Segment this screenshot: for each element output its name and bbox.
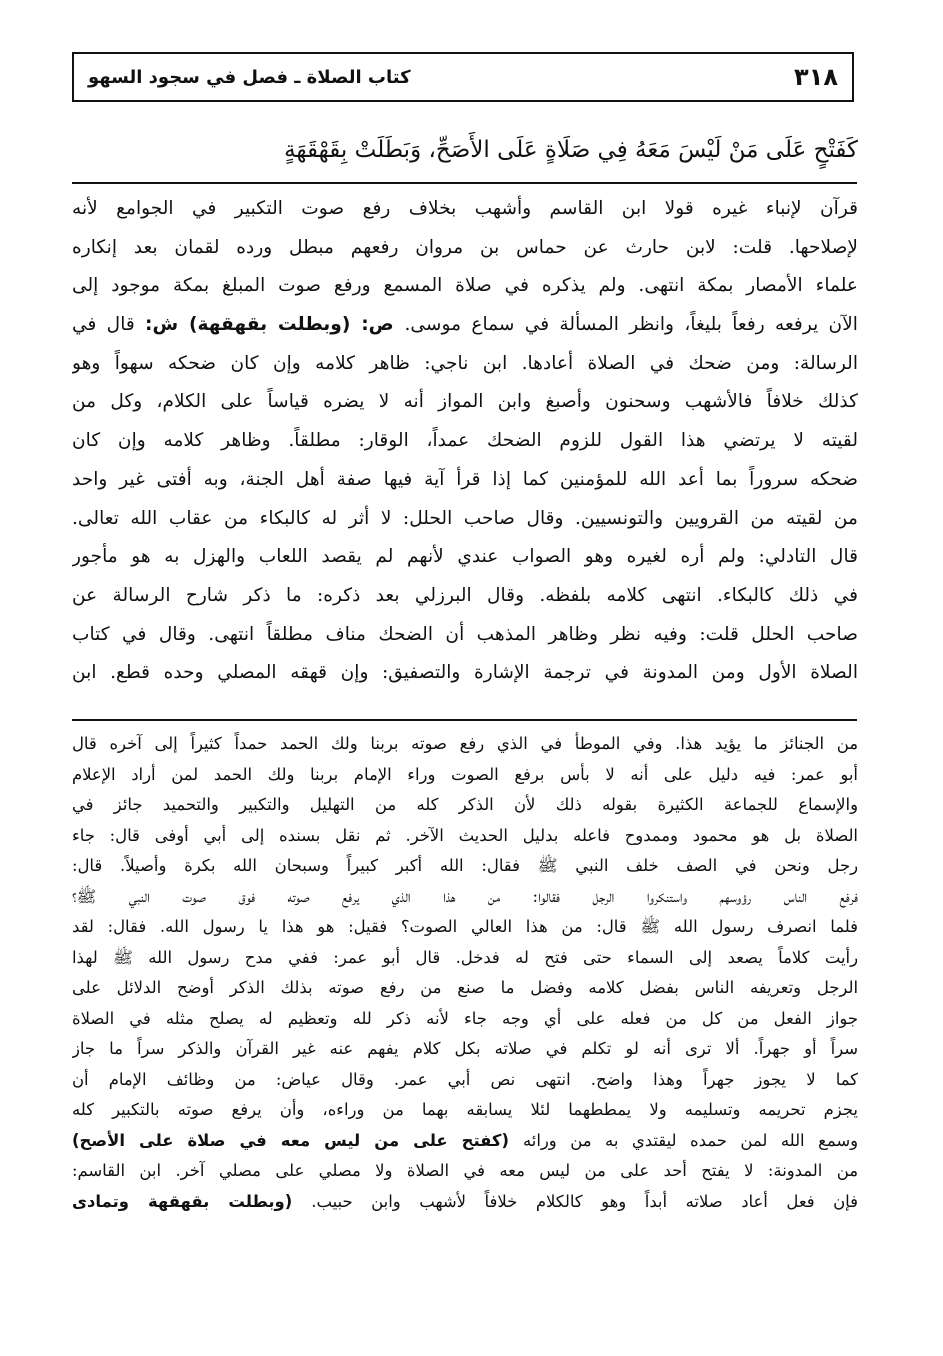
note-line: رأيت كلاماً يصعد إلى السماء حتى فتح له فدخل. قال أبو عمر: ففي مدح رسول الله ﷺ لهذا [72, 947, 858, 967]
lower-commentary [72, 729, 858, 1217]
book-page [72, 52, 858, 1322]
note-line: فلما انصرف رسول الله ﷺ قال: من هذا العالي الصوت؟ فقيل: هو هذا يا رسول الله. فقال: لقد [72, 917, 858, 936]
text-line: لقيته لا يرتضي هذا القول للزوم الضحك عمداً، الوقار: مطلقاً. وظاهر كلامه وإن كان [72, 430, 858, 452]
page-number: ٣١٨ [794, 63, 838, 91]
note-line: فإن فعل أعاد صلاته أبداً وهو كالكلام خلافاً لأشهب وابن حبيب. (وبطلت بقهقهة وتمادى [72, 1191, 858, 1211]
text-line: الآن يرفعه رفعاً بليغاً، وانظر المسألة في سماع موسى. ص: (وبطلت بقهقهة) ش: قال في [72, 314, 858, 336]
note-line: سراً أو جهراً. ألا ترى أنه لو تكلم في صلاته بكل كلام يفهم عنه غير القرآن والذكر سراً ما جاز [72, 1039, 858, 1058]
bold-citation: (وبطلت بقهقهة وتمادى [72, 1191, 312, 1211]
text-line: صاحب الحلل قلت: وفيه نظر وظاهر المذهب أن الضحك مناف مطلقاً انتهى. وقال في كتاب [72, 623, 858, 645]
text-line: قرآن لإنباء غيره قولا ابن القاسم وأشهب بخلاف رفع صوت التكبير في الجوامع لأنه [72, 198, 858, 219]
bold-citation: ص: (وبطلت بقهقهة) ش: [145, 314, 405, 336]
note-line: جواز الفعل من كل من فعله على أي وجه جاء لأنه ذكر لله وتعظيم له يصلح مثله في الصلاة [72, 1008, 858, 1028]
note-line: يجزم تحريمه وتسليمه ولا يمططهما لئلا يسابقه بهما من وراءه، وأن يرفع صوته بالتكبير كله [72, 1100, 858, 1119]
text-line: من لقيته من القرويين والتونسيين. وقال صاحب الحلل: لا أثر له كالبكاء من عقاب الله تعالى. [72, 507, 858, 529]
page-header [72, 52, 854, 102]
text-line: ضحكه سروراً بما أعد الله للمؤمنين كما إذا قرأ آية فيها صفة أهل الجنة، وبه أفتى غير واحد [72, 468, 858, 490]
matn-verse: كَفَتْحٍ عَلَى مَنْ لَيْسَ مَعَهُ فِي صَلَاةٍ عَلَى الأَصَحِّ، وَبَطَلَتْ بِقَهْقَهَةٍ [284, 137, 858, 163]
text-line: كذلك خلافاً فالأشهب وسحنون وأصبغ وابن المواز أنه لا يضره قياساً على الكلام، وكل من [72, 391, 858, 413]
note-line: فرفع الناس رؤوسهم واستنكروا الرجل فقالوا: من هذا الذي يرفع صوته فوق صوت النبي ﷺ؟ [72, 886, 858, 906]
text-line: الصلاة الأول ومن المدونة في ترجمة الإشارة والتصفيق: وإن قهقه المصلي وحده قطع. ابن [72, 662, 858, 684]
note-line: من الجنائز ما يؤيد هذا. وفي الموطأ في الذي رفع صوته بربنا ولك الحمد حمداً كثيراً إلى آخره قال [72, 734, 858, 753]
note-line: من المدونة: لا يفتح أحد على من ليس معه في الصلاة ولا مصلي على مصلي آخر. ابن القاسم: [72, 1161, 858, 1180]
note-line: الرجل وتعريفه الناس بفضل كلامه وفضل ما صنع من رفع صوته بذلك الذكر أوضح الدلائل على [72, 978, 858, 997]
top-divider [72, 182, 857, 184]
bold-citation: (كفتح على من ليس معه في صلاة على الأصح) [72, 1130, 523, 1150]
note-line: والإسماع للجماعة الكثيرة بقوله ذلك لأن الذكر كله من التهليل والتكبير والتحميد جائز في [72, 795, 858, 814]
text-line: علماء الأمصار بمكة انتهى. ولم يذكره في صلاة المسمع ورفع صوت المبلغ بمكة موجود إلى [72, 275, 858, 297]
footnote-divider [72, 719, 857, 721]
note-line: كما لا يجوز جهراً وهذا واضح. انتهى نص أبي عمر. وقال عياض: من وظائف الإمام أن [72, 1069, 858, 1089]
note-line: رجل ونحن في الصف خلف النبي ﷺ فقال: الله أكبر كبيراً وسبحان الله بكرة وأصيلاً. قال: [72, 856, 858, 875]
text-line: الرسالة: ومن ضحك في الصلاة أعادها. ابن ناجي: ظاهر كلامه وإن كان ضحكه سهواً وهو [72, 352, 858, 374]
note-line: الصلاة بل هو محمود وممدوح فاعله بدليل الحديث الآخر. ثم نقل بسنده إلى أبي أوفى قال: جاء [72, 825, 858, 845]
running-title: كتاب الصلاة ـ فصل في سجود السهو [88, 67, 411, 88]
text-line: قال التادلي: ولم أره لغيره وهو الصواب عندي لأنهم لم يقصد اللعاب والهزل به هو مأجور [72, 546, 858, 568]
text-line: لإصلاحها. قلت: لابن حارث عن حماس بن مروان رفعهم مبطل ورده لقمان بعد إنكاره [72, 236, 858, 258]
text-line: في ذلك كالبكاء. انتهى كلامه بلفظه. وقال البرزلي بعد ذكره: ما ذكر شارح الرسالة عن [72, 584, 858, 606]
note-line: أبو عمر: فيه دليل على أنه لا بأس برفع الصوت وراء الإمام بربنا ولك الحمد لمن أراد الإعلام [72, 764, 858, 784]
main-commentary [72, 190, 858, 693]
note-line: وسمع الله لمن حمده ليقتدي به من ورائه (كفتح على من ليس معه في صلاة على الأصح) [72, 1130, 858, 1150]
